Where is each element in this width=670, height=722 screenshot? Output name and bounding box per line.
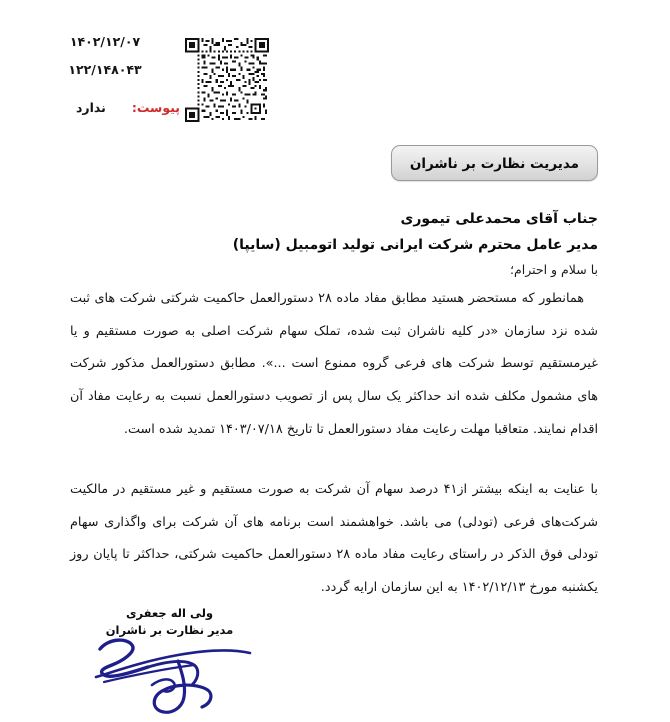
body-paragraph-1: همانطور که مستحضر هستید مطابق مفاد ماده ۲۸ دستورالعمل حاکمیت شرکتی شرکت های ثبت شده نزد سازمان «در کلیه ناشران ثبت شده، تملک سهام شرکت اصلی به صورت مستقیم و یا غیرمستقیم توسط شرکت های فرعی گروه ممنوع است ...». مطابق دستورالعمل مذکور شرکت های مشمول مکلف شده اند حداکثر یک سال پس از تصویب دستورالعمل نسبت به رعایت مفاد آن اقدام نمایند. متعاقبا مهلت رعایت مفاد دستورالعمل تا تاریخ ۱۴۰۳/۰۷/۱۸ تمدید شده است.: [70, 291, 598, 437]
attachment-value: ندارد: [76, 100, 106, 115]
addressee-block: [128, 207, 598, 259]
letter-date: ۱۴۰۲/۱۲/۰۷: [69, 34, 141, 49]
signatory-title: مدیر نظارت بر ناشران: [105, 622, 234, 637]
letter-meta-block: [30, 34, 180, 90]
greeting-line: با سلام و احترام؛: [510, 262, 598, 277]
department-title: مدیریت نظارت بر ناشران: [409, 156, 579, 172]
attachment-label: پیوست:: [131, 100, 180, 115]
addressee-name: جناب آقای محمدعلی تیموری: [400, 211, 598, 227]
signatory-name: ولی اله جعفری: [125, 606, 214, 620]
signature-block: [62, 605, 277, 638]
qr-code-icon: [185, 38, 269, 122]
letter-number: ۱۲۲/۱۴۸۰۴۳: [68, 62, 142, 77]
body-paragraph-2: با عنایت به اینکه بیشتر از۴۱ درصد سهام آن شرکت به صورت مستقیم و غیر مستقیم در مالکیت شرکت‌های فرعی (تودلی) می باشد. خواهشمند است برنامه های آن شرکت برای واگذاری سهام تودلی فوق الذکر در راستای رعایت مفاد ماده ۲۸ دستورالعمل حاکمیت شرکتی، حداکثر تا پایان روز یکشنبه مورخ ۱۴۰۲/۱۲/۱۳ به این سازمان ارایه گردد.: [70, 482, 598, 595]
addressee-title: مدیر عامل محترم شرکت ایرانی تولید اتومبیل (سایپا): [232, 236, 598, 253]
department-title-box: [391, 145, 598, 181]
handwritten-signature-icon: [82, 627, 282, 722]
attachment-row: [30, 100, 186, 115]
letter-body: [70, 283, 598, 605]
